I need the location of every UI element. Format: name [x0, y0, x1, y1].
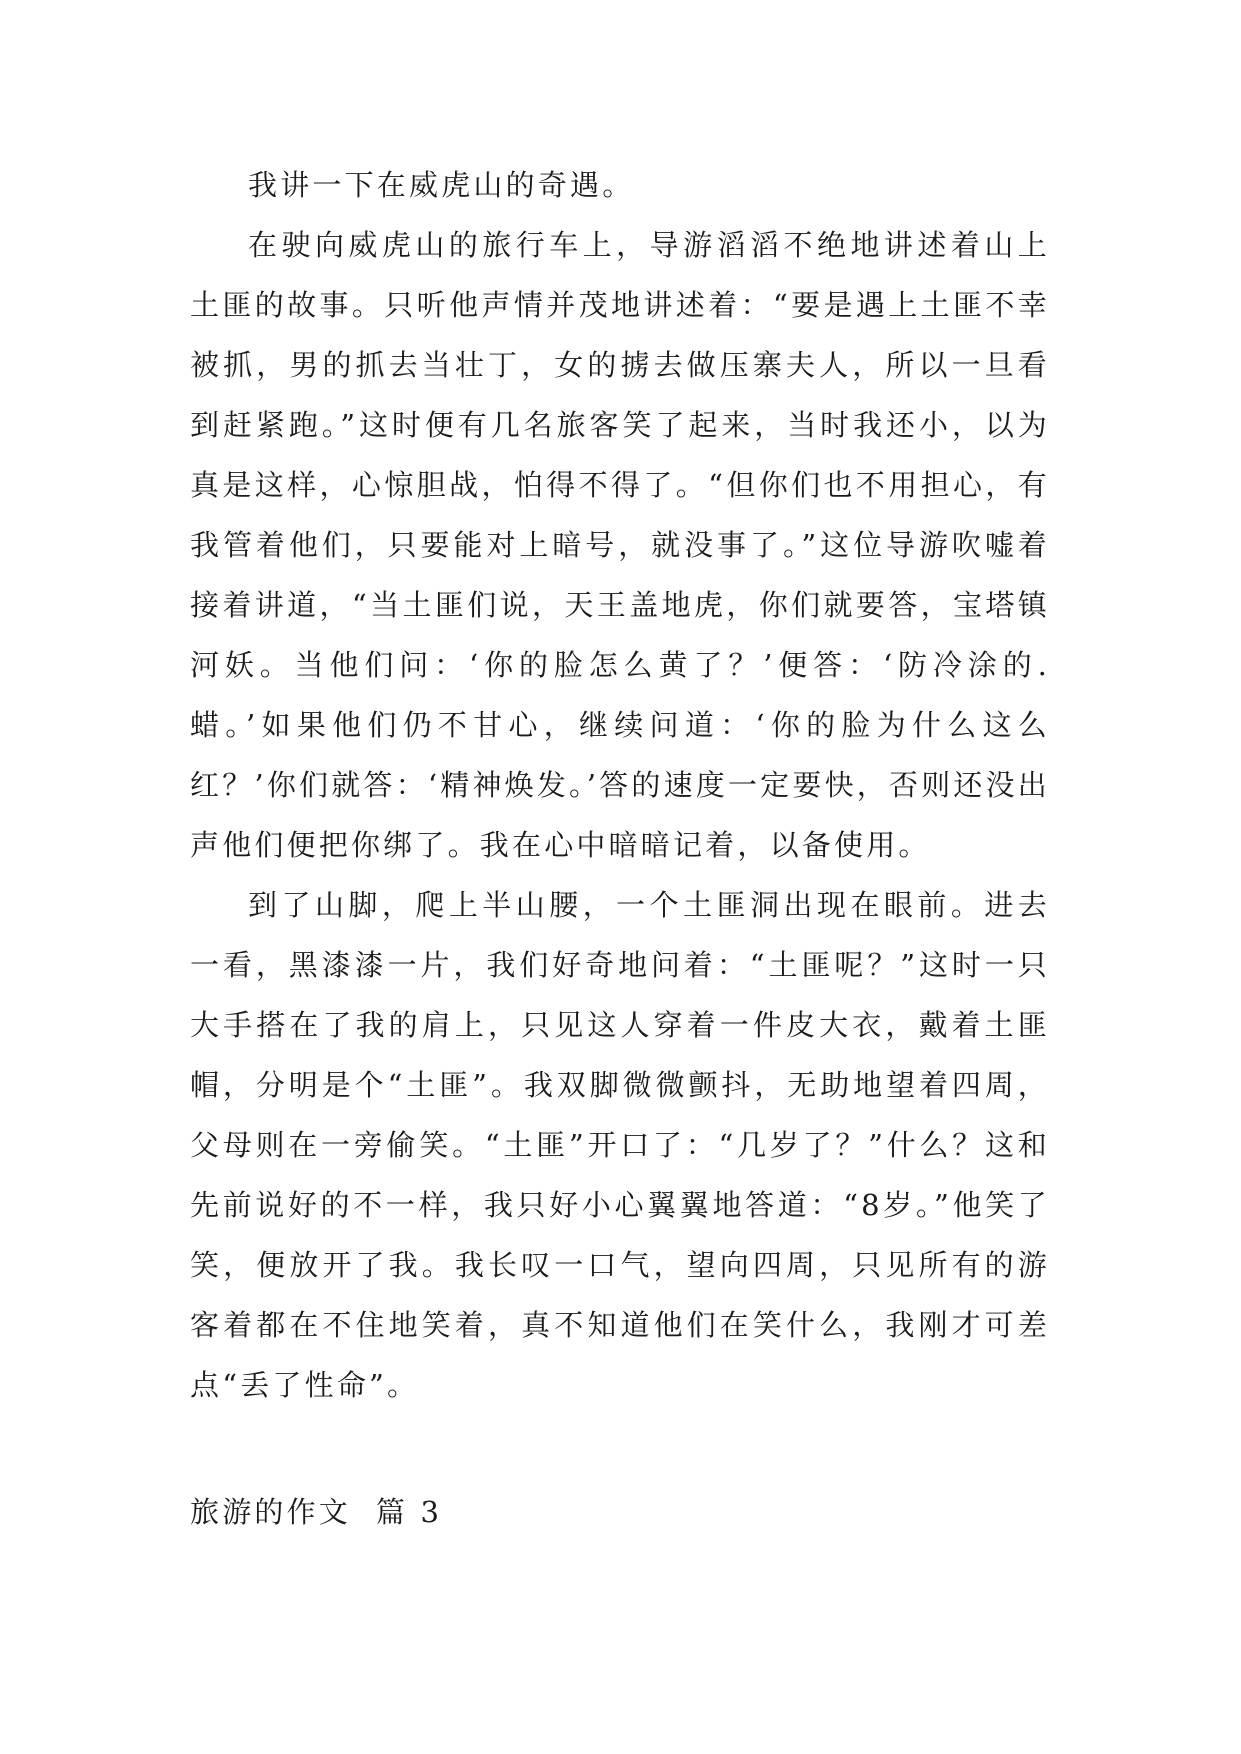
paragraph-bus-story: 在驶向威虎山的旅行车上，导游滔滔不绝地讲述着山上土匪的故事。只听他声情并茂地讲述着：“要是遇上土匪不幸被抓，男的抓去当壮丁，女的掳去做压寨夫人，所以一旦看到赶紧跑。”这时便有几名旅客笑了起来，当时我还小，以为真是这样，心惊胆战，怕得不得了。“但你们也不用担心，有我管着他们，只要能对上暗号，就没事了。”这位导游吹嘘着接着讲道，“当土匪们说，天王盖地虎，你们就要答，宝塔镇河妖。当他们问：‘你的脸怎么黄了？’便答：‘防冷涂的.蜡。’如果他们仍不甘心，继续问道：‘你的脸为什么这么红？’你们就答：‘精神焕发。’答的速度一定要快，否则还没出声他们便把你绑了。我在心中暗暗记着，以备使用。 [190, 228, 1050, 862]
article-body [190, 155, 1050, 1415]
paragraph-cave: 到了山脚，爬上半山腰，一个土匪洞出现在眼前。进去一看，黑漆漆一片，我们好奇地问着：“土匪呢？”这时一只大手搭在了我的肩上，只见这人穿着一件皮大衣，戴着土匪帽，分明是个“土匪”。我双脚微微颤抖，无助地望着四周，父母则在一旁偷笑。“土匪”开口了：“几岁了？”什么？这和先前说好的不一样，我只好小心翼翼地答道：“8岁。”他笑了笑，便放开了我。我长叹一口气，望向四周，只见所有的游客着都在不住地笑着，真不知道他们在笑什么，我刚才可差点“丢了性命”。 [190, 888, 1050, 1402]
section-heading: 旅游的作文 篇 3 [190, 1495, 443, 1529]
paragraph-intro: 我讲一下在威虎山的奇遇。 [248, 168, 635, 202]
